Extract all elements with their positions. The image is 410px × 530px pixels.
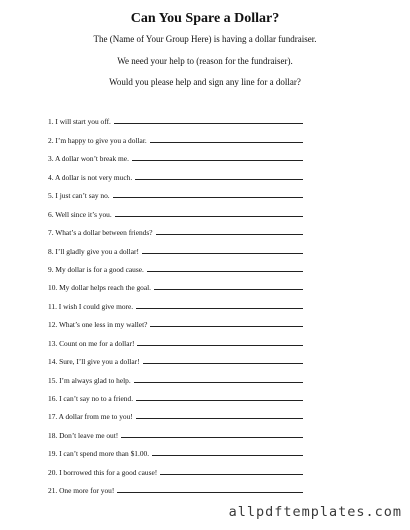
line-prompt: 5. I just can’t say no. bbox=[48, 191, 110, 201]
line-prompt: 18. Don’t leave me out! bbox=[48, 430, 119, 440]
signature-row bbox=[48, 219, 318, 237]
signature-row bbox=[48, 329, 318, 347]
signature-blank[interactable] bbox=[150, 142, 303, 143]
line-prompt: 4. A dollar is not very much. bbox=[48, 172, 133, 182]
signature-blank[interactable] bbox=[156, 234, 303, 235]
line-prompt: 19. I can’t spend more than $1.00. bbox=[48, 449, 150, 459]
signature-row bbox=[48, 200, 318, 218]
signature-blank[interactable] bbox=[114, 123, 303, 124]
signature-blank[interactable] bbox=[113, 197, 303, 198]
line-prompt: 20. I borrowed this for a good cause! bbox=[48, 467, 158, 477]
line-prompt: 13. Count on me for a dollar! bbox=[48, 338, 135, 348]
signature-row bbox=[48, 421, 318, 439]
signature-blank[interactable] bbox=[117, 492, 303, 493]
line-prompt: 14. Sure, I’ll give you a dollar! bbox=[48, 357, 140, 367]
signature-line-list bbox=[48, 108, 318, 495]
signature-row bbox=[48, 145, 318, 163]
signature-blank[interactable] bbox=[132, 160, 303, 161]
line-prompt: 10. My dollar helps reach the goal. bbox=[48, 283, 152, 293]
line-prompt: 6. Well since it’s you. bbox=[48, 209, 112, 219]
intro-reason-line: We need your help to (reason for the fundraiser). bbox=[117, 56, 293, 66]
signature-blank[interactable] bbox=[137, 345, 303, 346]
signature-row bbox=[48, 458, 318, 476]
line-prompt: 11. I wish I could give more. bbox=[48, 301, 134, 311]
signature-row bbox=[48, 274, 318, 292]
signature-blank[interactable] bbox=[142, 253, 303, 254]
signature-blank[interactable] bbox=[136, 308, 303, 309]
watermark: allpdftemplates.com bbox=[228, 504, 402, 520]
signature-row bbox=[48, 126, 318, 144]
signature-row bbox=[48, 182, 318, 200]
signature-row bbox=[48, 163, 318, 181]
line-prompt: 7. What’s a dollar between friends? bbox=[48, 228, 153, 238]
signature-blank[interactable] bbox=[152, 455, 303, 456]
signature-row bbox=[48, 440, 318, 458]
signature-row bbox=[48, 477, 318, 495]
page-title: Can You Spare a Dollar? bbox=[130, 11, 280, 26]
signature-blank[interactable] bbox=[160, 474, 303, 475]
signature-blank[interactable] bbox=[136, 400, 303, 401]
line-prompt: 16. I can’t say no to a friend. bbox=[48, 394, 134, 403]
signature-blank[interactable] bbox=[147, 271, 303, 272]
signature-row bbox=[48, 348, 318, 366]
line-prompt: 9. My dollar is for a good cause. bbox=[48, 264, 144, 274]
line-prompt: 2. I’m happy to give you a dollar. bbox=[48, 135, 147, 145]
signature-row bbox=[48, 237, 318, 255]
signature-blank[interactable] bbox=[121, 437, 303, 438]
signature-blank[interactable] bbox=[135, 179, 303, 180]
signature-row bbox=[48, 256, 318, 274]
signature-row bbox=[48, 292, 318, 310]
signature-row bbox=[48, 403, 318, 421]
signature-row bbox=[48, 108, 318, 126]
line-prompt: 12. What’s one less in my wallet? bbox=[48, 320, 148, 330]
line-prompt: 17. A dollar from me to you! bbox=[48, 412, 133, 422]
signature-row bbox=[48, 366, 318, 384]
signature-blank[interactable] bbox=[150, 326, 303, 327]
line-prompt: 3. A dollar won’t break me. bbox=[48, 154, 129, 164]
signature-row bbox=[48, 311, 318, 329]
line-prompt: 1. I will start you off. bbox=[48, 117, 111, 127]
line-prompt: 21. One more for you! bbox=[48, 486, 115, 496]
line-prompt: 15. I’m always glad to help. bbox=[48, 375, 131, 385]
signature-row bbox=[48, 385, 318, 403]
signature-blank[interactable] bbox=[134, 382, 303, 383]
signature-blank[interactable] bbox=[115, 216, 303, 217]
signature-blank[interactable] bbox=[154, 289, 303, 290]
intro-group-line: The (Name of Your Group Here) is having a dollar fundraiser. bbox=[93, 34, 317, 44]
signature-blank[interactable] bbox=[143, 363, 303, 364]
line-prompt: 8. I’ll gladly give you a dollar! bbox=[48, 246, 139, 256]
signature-blank[interactable] bbox=[136, 418, 303, 419]
intro-request-line: Would you please help and sign any line for a dollar? bbox=[109, 77, 301, 87]
